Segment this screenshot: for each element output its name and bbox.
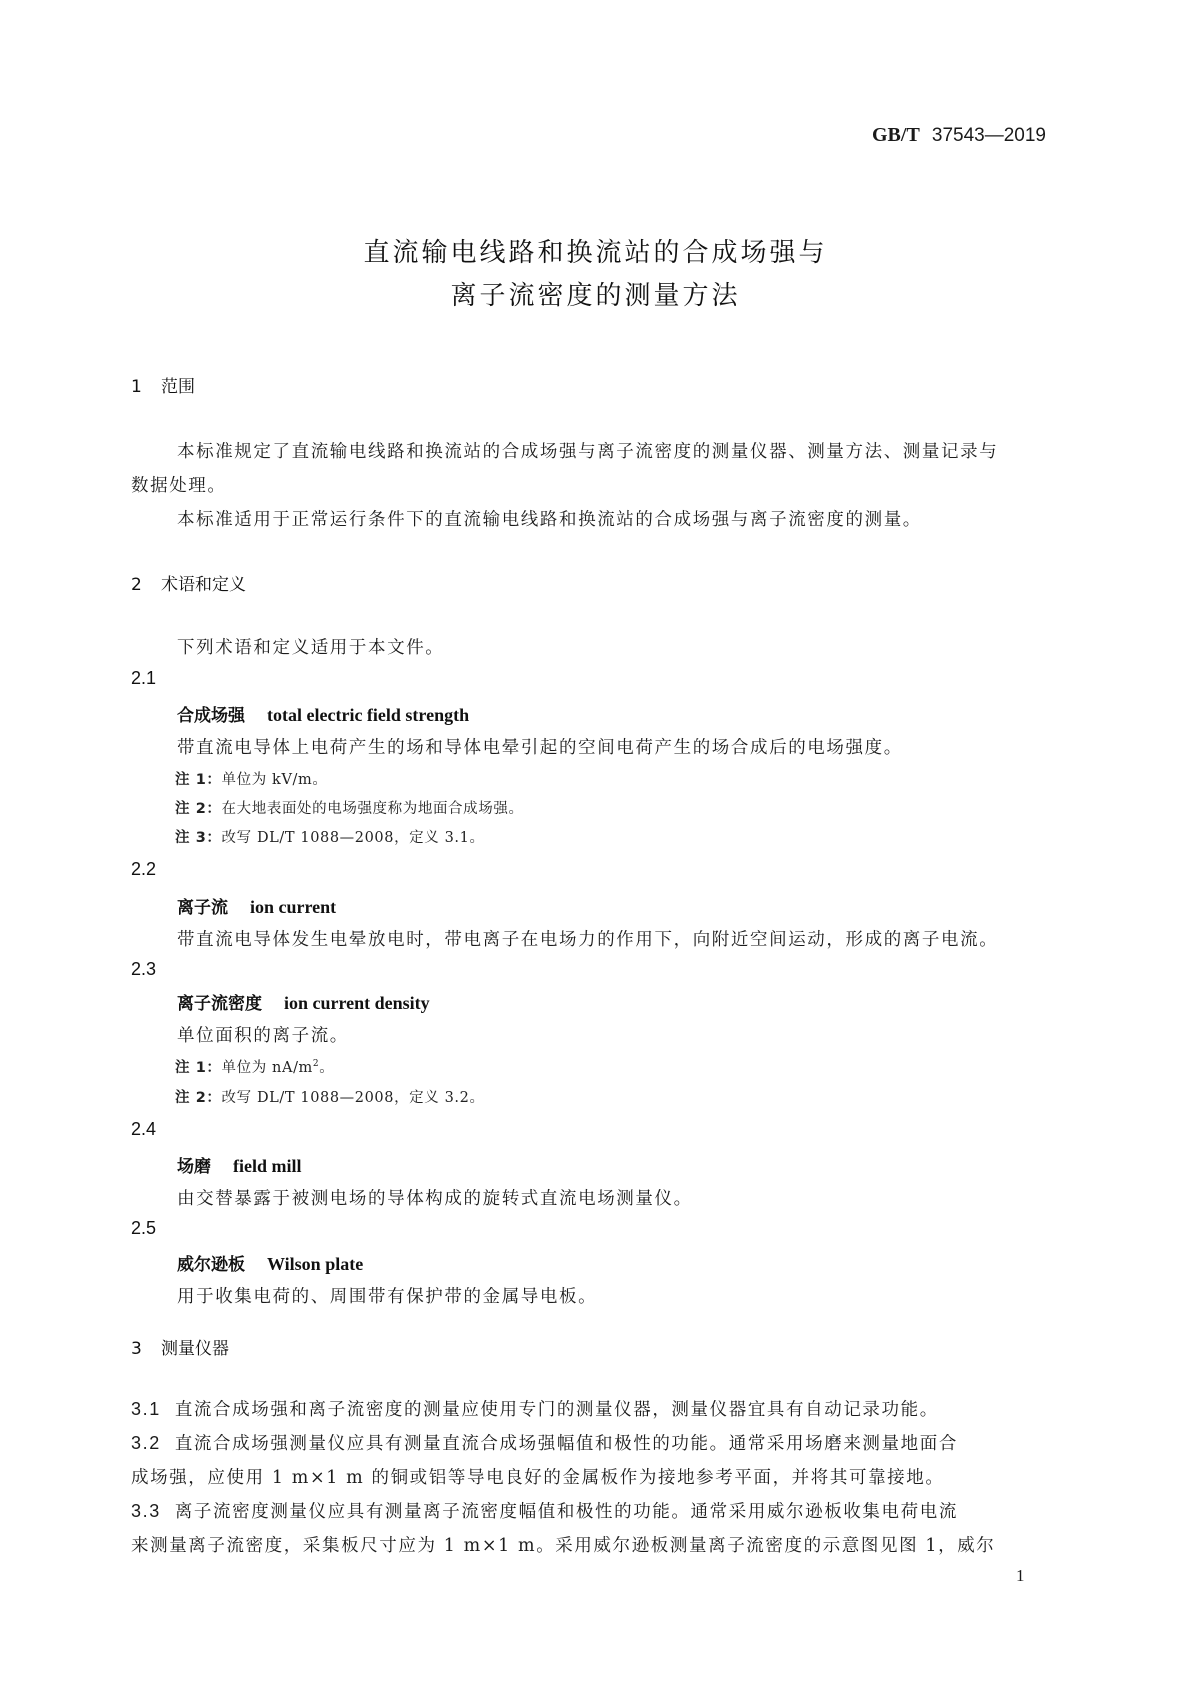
- term-heading: [177, 989, 430, 1014]
- note: 注 1：单位为 $nA/m^2$。: [175, 1059, 335, 1076]
- term-number: 2.2: [131, 859, 157, 879]
- term-definition: 带直流电导体发生电晕放电时，带电离子在电场力的作用下，向附近空间运动，形成的离子电流。: [177, 930, 999, 950]
- term-zh: 离子流: [177, 898, 228, 918]
- paragraph: 本标准适用于正常运行条件下的直流输电线路和换流站的合成场强与离子流密度的测量。: [177, 510, 922, 530]
- standard-number: 37543—2019: [931, 125, 1046, 146]
- term-zh: 场磨: [177, 1157, 211, 1177]
- note: 注 3：改写 DL/T 1088—2008，定义 3.1。: [175, 830, 485, 846]
- page-number: 1: [1016, 1566, 1025, 1585]
- term-heading: [177, 893, 336, 918]
- term-number: 2.4: [131, 1119, 157, 1139]
- standard-code: [872, 124, 1046, 147]
- term-zh: 离子流密度: [177, 994, 262, 1014]
- note: 注 1：单位为 kV/m。: [175, 772, 328, 788]
- document-title-line-2: 离子流密度的测量方法: [450, 281, 741, 311]
- term-zh: 威尔逊板: [177, 1255, 245, 1275]
- term-number: 2.1: [131, 668, 157, 688]
- section-number: 1: [131, 377, 142, 397]
- note: 注 2：在大地表面处的电场强度称为地面合成场强。: [175, 801, 524, 817]
- term-en: field mill: [233, 1156, 302, 1176]
- clause-3-3: 3.3 离子流密度测量仪应具有测量离子流密度幅值和极性的功能。通常采用威尔逊板收集电荷电流: [131, 1501, 958, 1522]
- section-title: 测量仪器: [161, 1339, 229, 1359]
- clause-3-2-continued: 成场强，应使用 1 m×1 m 的铜或铝等导电良好的金属板作为接地参考平面，并将其可靠接地。: [131, 1468, 945, 1488]
- paragraph: 本标准规定了直流输电线路和换流站的合成场强与离子流密度的测量仪器、测量方法、测量记录与: [177, 442, 999, 462]
- section-heading-instruments: [131, 1334, 229, 1359]
- term-definition: 由交替暴露于被测电场的导体构成的旋转式直流电场测量仪。: [177, 1189, 693, 1209]
- term-en: ion current density: [284, 993, 430, 1013]
- clause-number: 3.1: [131, 1399, 161, 1419]
- section-title: 术语和定义: [161, 575, 246, 595]
- section-title: 范围: [161, 377, 195, 397]
- clause-3-1: 3.1 直流合成场强和离子流密度的测量应使用专门的测量仪器，测量仪器宜具有自动记录功能。: [131, 1399, 939, 1420]
- standard-prefix: GB/T: [872, 124, 920, 146]
- clause-number: 3.2: [131, 1433, 161, 1453]
- term-zh: 合成场强: [177, 706, 245, 726]
- section-heading-scope: [131, 372, 195, 397]
- paragraph: 下列术语和定义适用于本文件。: [177, 638, 445, 658]
- clause-number: 3.3: [131, 1501, 161, 1521]
- term-heading: [177, 1250, 363, 1275]
- document-title-line-1: 直流输电线路和换流站的合成场强与: [363, 238, 828, 268]
- clause-3-2: 3.2 直流合成场强测量仪应具有测量直流合成场强幅值和极性的功能。通常采用场磨来测量地面合: [131, 1433, 958, 1454]
- term-en: ion current: [250, 897, 337, 917]
- clause-3-3-continued: 来测量离子流密度，采集板尺寸应为 1 m×1 m。采用威尔逊板测量离子流密度的示意图见图 1，威尔: [131, 1536, 996, 1556]
- term-definition: 带直流电导体上电荷产生的场和导体电晕引起的空间电荷产生的场合成后的电场强度。: [177, 738, 903, 758]
- section-number: 3: [131, 1339, 142, 1359]
- term-number: 2.3: [131, 959, 157, 979]
- term-heading: [177, 1152, 302, 1177]
- term-heading: [177, 701, 469, 726]
- term-en: Wilson plate: [267, 1254, 364, 1274]
- term-en: total electric field strength: [267, 705, 470, 725]
- term-definition: 单位面积的离子流。: [177, 1026, 349, 1046]
- term-number: 2.5: [131, 1218, 157, 1238]
- term-definition: 用于收集电荷的、周围带有保护带的金属导电板。: [177, 1287, 598, 1307]
- paragraph: 数据处理。: [131, 476, 227, 496]
- note: 注 2：改写 DL/T 1088—2008，定义 3.2。: [175, 1090, 485, 1106]
- section-number: 2: [131, 575, 142, 595]
- section-heading-terms: [131, 570, 246, 595]
